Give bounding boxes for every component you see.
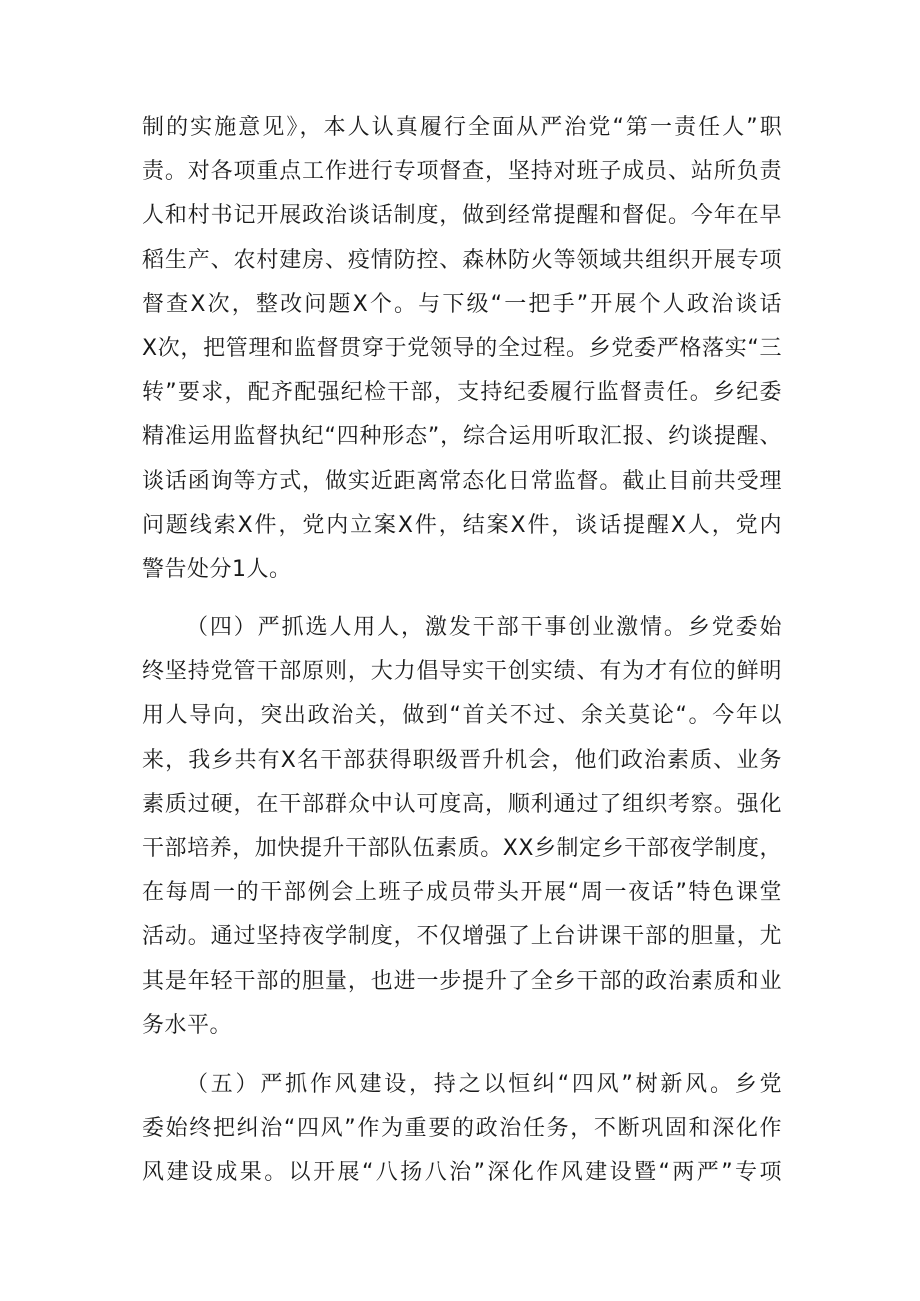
text-line: 谈话函询等方式，做实近距离常态化日常监督。截止目前共受理 xyxy=(142,468,782,494)
paragraph-section-four xyxy=(142,606,782,1048)
text-line: 问题线索X件，党内立案X件，结案X件，谈话提醒X人，党内 xyxy=(142,512,782,538)
text-line: 素质过硬，在干部群众中认可度高，顺利通过了组织考察。强化 xyxy=(142,791,782,817)
text-line: 委始终把纠治“四风”作为重要的政治任务，不断巩固和深化作 xyxy=(142,1116,782,1142)
section-heading-line: （四）严抓选人用人，激发干部干事创业激情。乡党委始 xyxy=(186,615,782,640)
paragraph-supervision xyxy=(142,106,782,592)
text-line: 活动。通过坚持夜学制度，不仅增强了上台讲课干部的胆量，尤 xyxy=(142,924,782,950)
text-line: 用人导向，突出政治关，做到“首关不过、余关莫论“。今年以 xyxy=(142,703,782,729)
text-line: 干部培养，加快提升干部队伍素质。XX乡制定乡干部夜学制度， xyxy=(142,835,782,861)
text-line: 稻生产、农村建房、疫情防控、森林防火等领域共组织开展专项 xyxy=(142,247,782,273)
text-line: 在每周一的干部例会上班子成员带头开展“周一夜话”特色课堂 xyxy=(142,880,782,906)
text-line: X次，把管理和监督贯穿于党领导的全过程。乡党委严格落实“三 xyxy=(142,335,782,361)
text-line: 责。对各项重点工作进行专项督查，坚持对班子成员、站所负责 xyxy=(142,159,782,185)
text-line: 制的实施意见》，本人认真履行全面从严治党“第一责任人”职 xyxy=(142,115,782,140)
text-line: 务水平。 xyxy=(142,1012,233,1038)
text-line: 人和村书记开展政治谈话制度，做到经常提醒和督促。今年在早 xyxy=(142,203,782,229)
text-line: 终坚持党管干部原则，大力倡导实干创实绩、有为才有位的鲜明 xyxy=(142,659,782,685)
text-line: 警告处分1人。 xyxy=(142,556,292,582)
text-line: 督查X次，整改问题X个。与下级“一把手”开展个人政治谈话 xyxy=(142,291,782,317)
text-line: 精准运用监督执纪“四种形态”，综合运用听取汇报、约谈提醒、 xyxy=(142,424,782,450)
text-line: 其是年轻干部的胆量，也进一步提升了全乡干部的政治素质和业 xyxy=(142,968,782,994)
text-line: 转”要求，配齐配强纪检干部，支持纪委履行监督责任。乡纪委 xyxy=(142,380,782,406)
text-line: 来，我乡共有X名干部获得职级晋升机会，他们政治素质、业务 xyxy=(142,747,782,773)
text-line: 风建设成果。以开展“八扬八治”深化作风建设暨“两严”专项 xyxy=(142,1160,782,1186)
section-heading-line: （五）严抓作风建设，持之以恒纠“四风”树新风。乡党 xyxy=(186,1072,782,1097)
paragraph-section-five xyxy=(142,1063,782,1196)
